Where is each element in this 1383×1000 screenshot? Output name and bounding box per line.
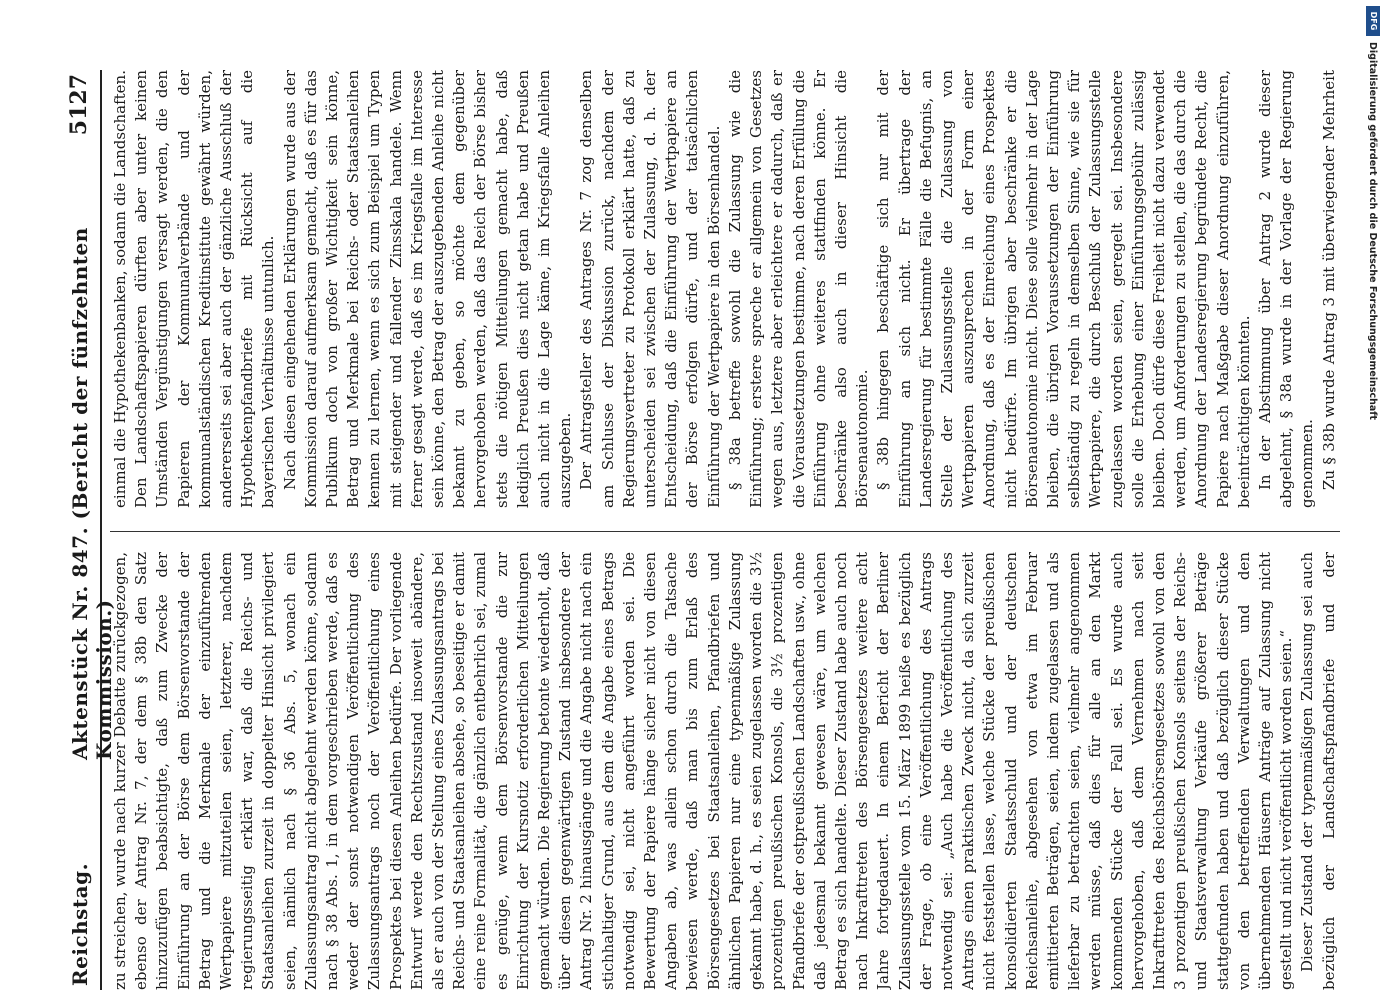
right-column xyxy=(110,70,1340,508)
running-head xyxy=(62,70,116,990)
dfg-logo-text: DFG xyxy=(1369,11,1378,31)
running-head-title: Aktenstück Nr. 847. (Bericht der fünfzehnten Kommission.) xyxy=(68,227,116,760)
right-paragraph: einmal die Hypothekenbanken, sodann die Landschaften. Den Landschaftspapieren dürften aber unter keinen Umständen Vergünstigungen versagt werden, die den Papieren der Kommunalverbände und der kommunalständischen Kreditinstitute gewährt würden, andererseits sei aber auch der gänzliche Ausschluß der Hypothekenpfandbriefe mit Rücksicht auf die bayerischen Verhältnisse untunlich. xyxy=(111,70,278,508)
right-paragraph: In der Abstimmung über Antrag 2 wurde dieser abgelehnt, § 38a wurde in der Vorlage der Regierung genommen. xyxy=(1255,70,1317,508)
digitization-credit-text: Digitalisierung gefördert durch die Deutsche Forschungsgemeinschaft xyxy=(1367,42,1378,420)
text-columns xyxy=(110,70,1340,990)
left-paragraph: zu streichen, wurde nach kurzer Debatte zurückgezogen, ebenso der Antrag Nr. 7, der dem § 38b den Satz hinzuzufügen beabsichtigte, daß zum Zwecke der Einführung an der Börse dem Börsenvorstande der Betrag und die Merkmale der einzuführenden Wertpapiere mitzuteilen seien, letzterer, nachdem regierungsseitig erklärt war, daß die Reichs- und Staatsanleihen zurzeit in doppelter Hinsicht privilegiert seien, nämlich nach § 36 Abs. 5, wonach ein Zulassungsantrag nicht abgelehnt werden könne, sodann nach § 38 Abs. 1, in dem vorgeschrieben werde, daß es weder der sonst notwendigen Veröffentlichung des Zulassungsantrags noch der Veröffentlichung eines Prospektes bei diesen Anleihen bedürfe. Der vorliegende Entwurf werde den Rechtszustand insoweit abändere, als er auch von der Stellung eines Zulassungsantrags bei Reichs- und Staatsanleihen absehe, so beseitige er damit eine reine Formalität, die gänzlich entbehrlich sei, zumal es genüge, wenn dem Börsenvorstande die zur Einrichtung der Kursnotiz erforderlichen Mitteilungen gemacht würden. Die Regierung betonte wiederholt, daß über diesen gegenwärtigen Zustand insbesondere der Antrag Nr. 2 hinausgänge und die Angabe nicht nach ein stichhaltiger Grund, aus dem die Angabe eines Betrags notwendig sei, nicht angeführt worden sei. Die Bewertung der Papiere hänge sicher nicht von diesen Angaben ab, was allein schon durch die Tatsache bewiesen werde, daß man bis zum Erlaß des Börsengesetzes bei Staatsanleihen, Pfandbriefen und ähnlichen Papieren nur eine typenmäßige Zulassung gekannt habe, d. h., es seien zugelassen worden die 3½ prozentigen preußischen Konsols, die 3½ prozentigen Pfandbriefe der ostpreußischen Landschaften usw., ohne daß jedesmal bekannt gewesen wäre, um welchen Betrag es sich handelte. Dieser Zustand habe auch noch nach Inkrafttreten des Börsengesetzes weitere acht Jahre fortgedauert. In einem Bericht der Berliner Zulassungsstelle vom 15. März 1899 heiße es bezüglich der Frage, ob eine Veröffentlichung des Antrags notwendig sei: „Auch habe die Veröffentlichung des Antrags einen praktischen Zweck nicht, da sich zurzeit nicht feststellen lasse, welche Stücke der preußischen konsolidierten Staatsschuld und der deutschen Reichsanleihe, abgesehen von etwa im Februar emittierten Beträgen, seien, indem zugelassen und als lieferbar zu betrachten seien, vielmehr angenommen werden müsse, daß dies für alle an den Markt kommenden Stücke der Fall sei. Es wurde auch hervorgehoben, daß dem Vernehmen nach seit Inkrafttreten des Reichsbörsengesetzes sowohl von den 3 prozentigen preußischen Konsols seitens der Reichs- und Staatsverwaltung Verkäufe größerer Beträge stattgefunden haben und daß bezüglich dieser Stücke von den betreffenden Verwaltungen und den übernehmenden Häusern Anträge auf Zulassung nicht gestellt und nicht veröffentlicht worden seien.“ xyxy=(111,552,1296,990)
column-divider xyxy=(110,531,1340,532)
left-column xyxy=(110,552,1340,990)
right-paragraph: Nach diesen eingehenden Erklärungen wurde aus der Kommission darauf aufmerksam gemacht, daß es für das Publikum doch von großer Wichtigkeit sein könne, Betrag und Merkmale bei Reichs- oder Staatsanleihen kennen zu lernen, wenn es sich zum Beispiel um Typen mit steigender und fallender Zinsskala handele. Wenn ferner gesagt werde, daß es im Kriegsfalle im Interesse sein könne, den Betrag der auszugebenden Anleihe nicht bekannt zu geben, so möchte dem gegenüber hervorgehoben werden, daß das Reich der Börse bisher stets die nötigen Mitteilungen gemacht habe, daß lediglich Preußen dies nicht getan habe und Preußen auch nicht in die Lage käme, im Kriegsfalle Anleihen auszugeben. xyxy=(280,70,575,508)
left-paragraph: Dieser Zustand der typenmäßigen Zulassung sei auch bezüglich der Landschaftspfandbriefe und der xyxy=(1298,552,1338,990)
digitization-credit xyxy=(1364,42,1380,702)
right-paragraph: § 38b hingegen beschäftige sich nur mit der Einführung an sich nicht. Er übertrage der Landesregierung für bestimmte Fälle die Befugnis, an Stelle der Zulassungsstelle die Zulassung von Wertpapieren auszusprechen in der Form einer Anordnung, daß es der Einreichung eines Prospektes nicht bedürfe. Im übrigen aber beschränke er die Börsenautonomie nicht. Diese solle vielmehr in der Lage bleiben, die übrigen Voraussetzungen der Einführung selbständig zu regeln in demselben Sinne, wie sie für Wertpapiere, die durch Beschluß der Zulassungsstelle zugelassen worden seien, geregelt sei. Insbesondere solle die Erhebung einer Einführungsgebühr zulässig bleiben. Doch dürfe diese Freiheit nicht dazu verwendet werden, um Anforderungen zu stellen, die das durch die Anordnung der Landesregierung begründete Recht, die Papiere nach Maßgabe dieser Anordnung einzuführen, beeinträchtigen könnten. xyxy=(874,70,1253,508)
rotated-page-content xyxy=(62,70,1352,990)
right-paragraph: § 38a betreffe sowohl die Zulassung wie die Einführung; erstere spreche er allgemein von Gesetzes wegen aus, letztere aber erleichtere er dadurch, daß er die Voraussetzungen bestimme, nach deren Erfüllung die Einführung ohne weiteres stattfinden könne. Er beschränke also auch in dieser Hinsicht die Börsenautonomie. xyxy=(725,70,872,508)
page-number: 5127 xyxy=(66,74,92,136)
right-paragraph: Der Antragsteller des Antrages Nr. 7 zog denselben am Schlusse der Diskussion zurück, nachdem der Regierungsvertreter zu Protokoll erklärt hatte, daß zu unterscheiden sei zwischen der Zulassung, d. h. der Entscheidung, daß die Einführung der Wertpapiere an der Börse erfolgen dürfe, und der tatsächlichen Einführung der Wertpapiere in den Börsenhandel. xyxy=(577,70,723,508)
running-head-left: Reichstag. xyxy=(68,862,92,986)
right-paragraph: Zu § 38b wurde Antrag 3 mit überwiegender Mehrheit xyxy=(1319,70,1338,490)
dfg-logo xyxy=(1366,6,1380,36)
